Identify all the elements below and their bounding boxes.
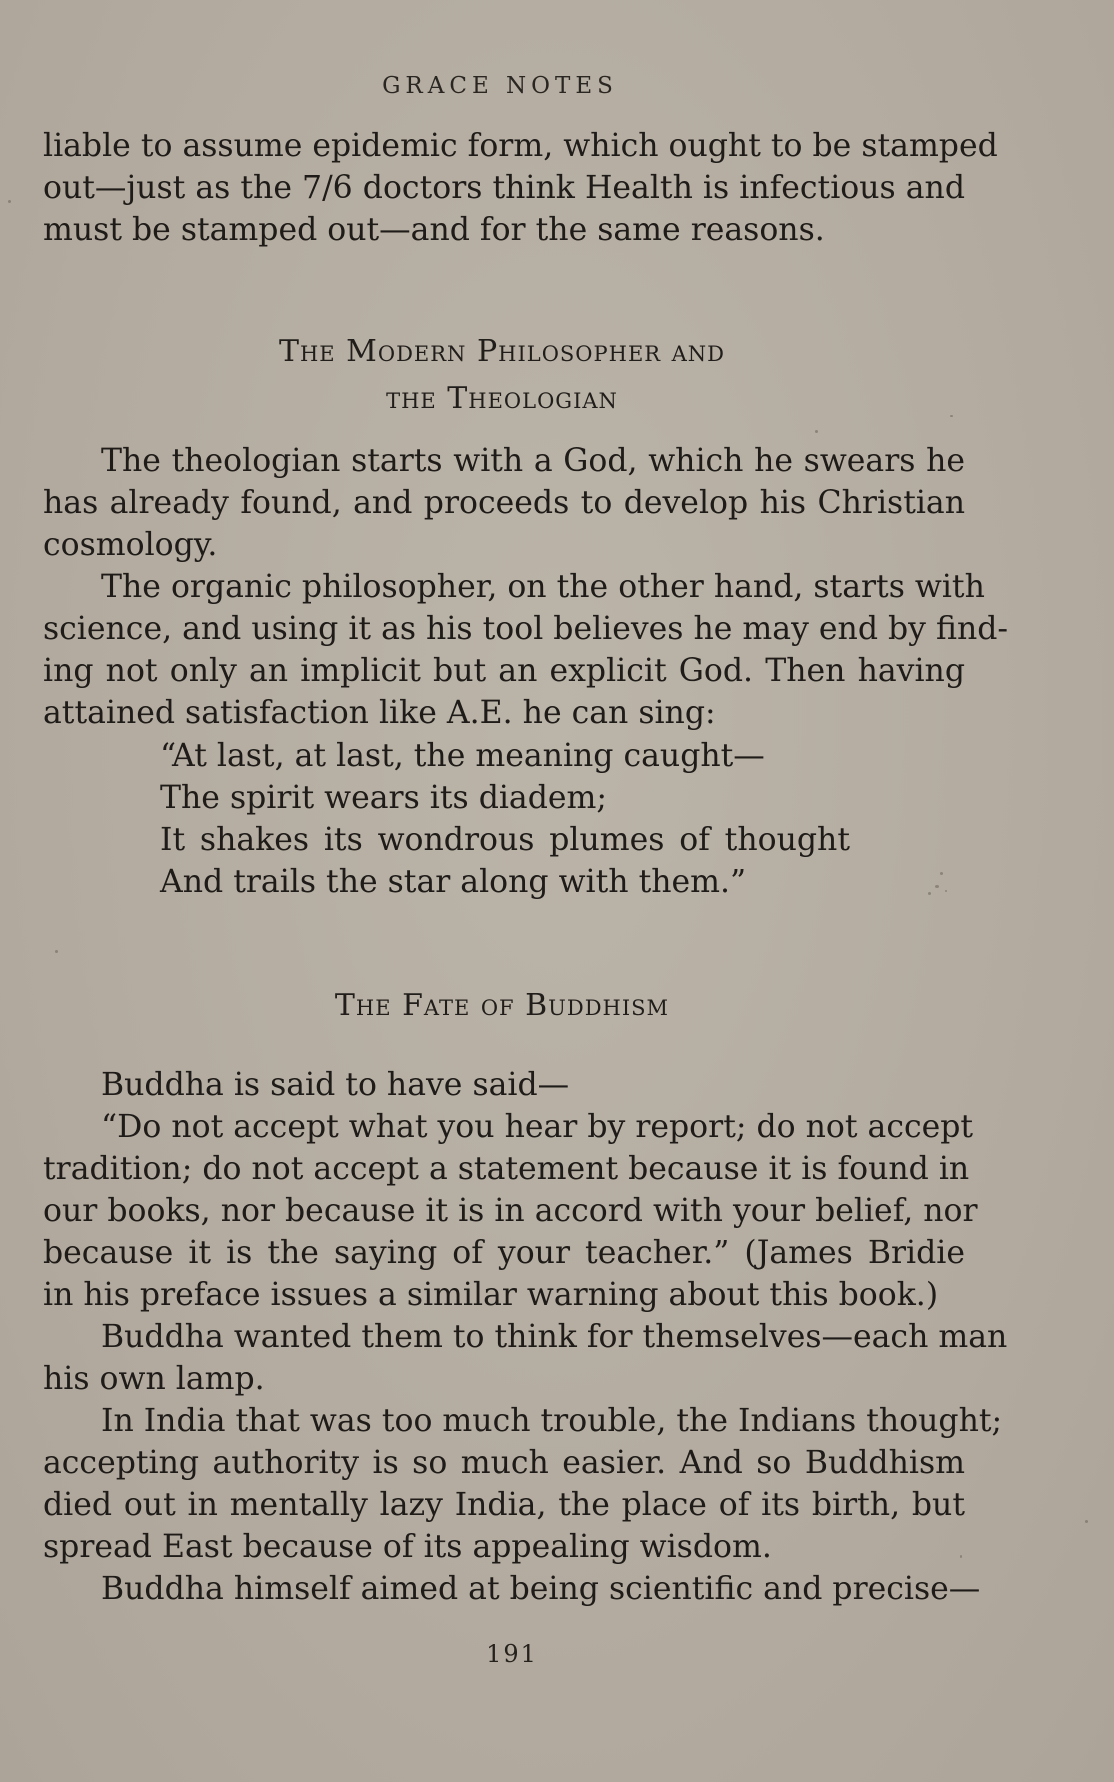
text-line: out—just as the 7/6 doctors think Health is infectious and	[43, 170, 965, 206]
paper-speck	[940, 872, 943, 875]
text-line: science, and using it as his tool believes he may end by find-	[43, 611, 1009, 647]
text-line: The organic philosopher, on the other hand, starts with	[101, 569, 985, 605]
text-line: ing not only an implicit but an explicit God. Then having	[43, 653, 965, 689]
verse-line: And trails the star along with them.”	[160, 864, 747, 900]
text-line: Buddha himself aimed at being scientific and precise—	[101, 1571, 981, 1607]
text-line: cosmology.	[43, 527, 218, 563]
text-line: attained satisfaction like A.E. he can sing:	[43, 695, 716, 731]
paragraph-organic-philosopher	[43, 566, 1009, 734]
paper-speck	[960, 1555, 962, 1558]
text-line: Buddha wanted them to think for themselves—each man	[101, 1319, 1008, 1355]
verse-line: The spirit wears its diadem;	[160, 780, 607, 816]
paragraph-india	[43, 1400, 1003, 1568]
paper-speck	[950, 415, 953, 417]
text-line: liable to assume epidemic form, which ought to be stamped	[43, 128, 998, 164]
paper-speck	[8, 200, 11, 203]
text-line: Buddha is said to have said—	[101, 1067, 570, 1103]
verse-quotation	[160, 735, 850, 903]
text-line: “Do not accept what you hear by report; do not accept	[101, 1109, 974, 1145]
paper-speck	[55, 950, 58, 953]
verse-line: “At last, at last, the meaning caught—	[160, 738, 765, 774]
paragraph-scientific	[43, 1568, 981, 1610]
paragraph-buddha-quote	[43, 1106, 978, 1316]
text-line: spread East because of its appealing wisdom.	[43, 1529, 772, 1565]
text-line: In India that was too much trouble, the Indians thought;	[101, 1403, 1003, 1439]
text-line: must be stamped out—and for the same reasons.	[43, 212, 825, 248]
text-line: his own lamp.	[43, 1361, 265, 1397]
text-line: because it is the saying of your teacher.” (James Bridie	[43, 1235, 965, 1271]
running-head: GRACE NOTES	[382, 73, 618, 99]
text-line: our books, nor because it is in accord with your belief, nor	[43, 1193, 978, 1229]
paper-speck	[815, 430, 818, 433]
verse-line: It shakes its wondrous plumes of thought	[160, 822, 850, 858]
text-line: died out in mentally lazy India, the place of its birth, but	[43, 1487, 965, 1523]
text-line: tradition; do not accept a statement because it is found in	[43, 1151, 970, 1187]
text-line: in his preface issues a similar warning about this book.)	[43, 1277, 939, 1313]
paragraph-buddha-said	[43, 1064, 965, 1106]
continuation-paragraph	[43, 125, 998, 251]
paper-speck	[928, 892, 931, 895]
section-heading-buddhism: The Fate of Buddhism	[334, 988, 670, 1023]
paper-speck	[1085, 1520, 1088, 1523]
paragraph-theologian	[43, 440, 965, 566]
paper-speck	[945, 890, 947, 892]
paragraph-own-lamp	[43, 1316, 1008, 1400]
paper-speck	[935, 885, 939, 888]
page-number: 191	[486, 1640, 538, 1668]
section-heading-theologian: the Theologian	[386, 381, 618, 416]
text-line: The theologian starts with a God, which he swears he	[101, 443, 965, 479]
text-line: has already found, and proceeds to develop his Christian	[43, 485, 965, 521]
section-heading-philosopher: The Modern Philosopher and	[278, 334, 726, 369]
text-line: accepting authority is so much easier. And so Buddhism	[43, 1445, 965, 1481]
